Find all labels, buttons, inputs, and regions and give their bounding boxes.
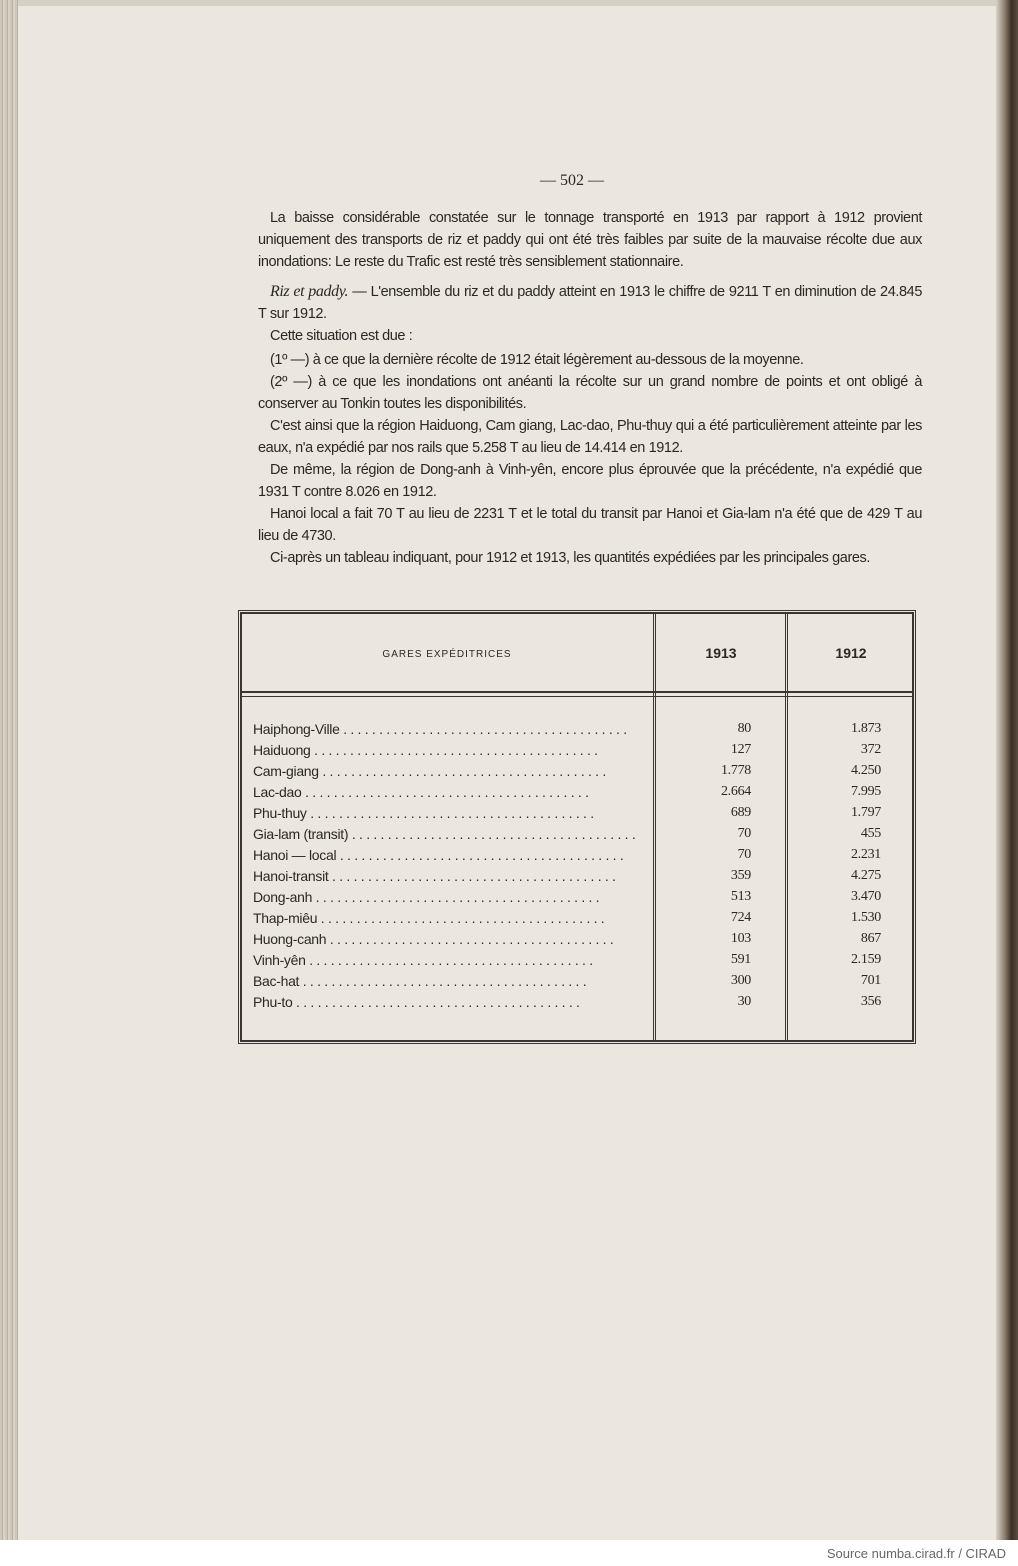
table-row	[253, 973, 903, 994]
station-name: Hanoi — local . . .	[253, 847, 655, 868]
value-1912: 4.275	[850, 868, 881, 883]
station-name: Cam-giang . . .	[253, 763, 655, 784]
table-row	[253, 994, 903, 1015]
source-credit: Source numba.cirad.fr / CIRAD	[826, 1546, 1006, 1561]
value-1912: 7.995	[850, 784, 881, 799]
stations-table	[238, 610, 916, 1044]
paragraph-riz	[258, 281, 922, 325]
value-1912: 4.250	[850, 763, 881, 778]
station-name: Gia-lam (transit) . . .	[253, 826, 655, 847]
value-1913: 70	[737, 826, 751, 841]
station-name: Dong-anh . . .	[253, 889, 655, 910]
table-row	[253, 910, 903, 931]
station-name: Haiduong . . .	[253, 742, 655, 763]
paragraph: C'est ainsi que la région Haiduong, Cam giang, Lac-dao, Phu-thuy qui a été particulièrement atteinte par les eaux, n'a expédié par nos rails que 5.258 T au lieu de 14.414 en 1912.	[258, 418, 922, 456]
station-name: Vinh-yên . . .	[253, 952, 655, 973]
paragraph: Ci-après un tableau indiquant, pour 1912 et 1913, les quantités expédiées par les principales gares.	[270, 550, 871, 566]
station-name: Hanoi-transit . . .	[253, 868, 655, 889]
value-1913: 2.664	[720, 784, 751, 799]
book-page-edges	[0, 0, 18, 1540]
header-stations: GARES EXPÉDITRICES	[382, 649, 512, 660]
station-name: Thap-miêu . . .	[253, 910, 655, 931]
value-1913: 80	[737, 721, 751, 736]
value-1912: 356	[860, 994, 881, 1009]
value-1912: 372	[860, 742, 881, 757]
station-name: Haiphong-Ville . . .	[253, 721, 655, 742]
value-1913: 1.778	[720, 763, 751, 778]
paragraph: Cette situation est due :	[270, 328, 413, 344]
station-name: Phu-to . . .	[253, 994, 655, 1015]
value-1913: 103	[730, 931, 751, 946]
table-row	[253, 889, 903, 910]
header-divider	[241, 691, 913, 697]
station-name: Huong-canh . . .	[253, 931, 655, 952]
table-row	[253, 742, 903, 763]
header-1913: 1913	[705, 645, 737, 661]
station-name: Bac-hat . . .	[253, 973, 655, 994]
riz-text: — L'ensemble du riz et du paddy atteint en 1913 le chiffre de 9211 T en diminution de 24.845 T sur 1912.	[258, 284, 922, 322]
value-1912: 455	[860, 826, 881, 841]
value-1913: 127	[730, 742, 751, 757]
page-number: — 502 —	[540, 172, 604, 189]
value-1912: 867	[860, 931, 881, 946]
value-1912: 1.530	[850, 910, 881, 925]
value-1912: 1.873	[850, 721, 881, 736]
table-row	[253, 763, 903, 784]
paragraph: (2º —) à ce que les inondations ont anéanti la récolte sur un grand nombre de points et ont obligé à conserver au Tonkin toutes les disponibilités.	[258, 374, 922, 412]
paragraph: (1º —) à ce que la dernière récolte de 1912 était légèrement au-dessous de la moyenne.	[270, 352, 804, 368]
station-name: Phu-thuy . . .	[253, 805, 655, 826]
table-row	[253, 784, 903, 805]
value-1913: 689	[730, 805, 751, 820]
value-1913: 591	[730, 952, 751, 967]
paragraph: Hanoi local a fait 70 T au lieu de 2231 T et le total du transit par Hanoi et Gia-lam n'a été que de 429 T au lieu de 4730.	[258, 506, 922, 544]
paragraph: De même, la région de Dong-anh à Vinh-yên, encore plus éprouvée que la précédente, n'a expédié que 1931 T contre 8.026 en 1912.	[258, 462, 922, 500]
value-1913: 359	[730, 868, 751, 883]
table-row	[253, 721, 903, 742]
table-row	[253, 805, 903, 826]
table-row	[253, 826, 903, 847]
value-1912: 3.470	[850, 889, 881, 904]
body-text	[258, 207, 922, 569]
value-1913: 300	[730, 973, 751, 988]
value-1913: 513	[730, 889, 751, 904]
header-1912: 1912	[835, 645, 867, 661]
table-row	[253, 931, 903, 952]
book-binding	[996, 0, 1018, 1540]
table-row	[253, 952, 903, 973]
value-1913: 70	[737, 847, 751, 862]
value-1912: 1.797	[850, 805, 881, 820]
table-body	[253, 721, 903, 1015]
value-1912: 2.231	[850, 847, 881, 862]
value-1912: 701	[860, 973, 881, 988]
value-1913: 30	[737, 994, 751, 1009]
table-row	[253, 847, 903, 868]
riz-heading: Riz et paddy.	[270, 283, 349, 300]
station-name: Lac-dao . . .	[253, 784, 655, 805]
value-1913: 724	[730, 910, 751, 925]
value-1912: 2.159	[850, 952, 881, 967]
table-row	[253, 868, 903, 889]
paragraph-intro: La baisse considérable constatée sur le tonnage transporté en 1913 par rapport à 1912 provient uniquement des transports de riz et paddy qui ont été très faibles par suite de la mauvaise récolte due aux inondations: Le reste du Trafic est resté très sensiblement stationnaire.	[258, 210, 922, 270]
page-top-edge	[18, 0, 998, 6]
